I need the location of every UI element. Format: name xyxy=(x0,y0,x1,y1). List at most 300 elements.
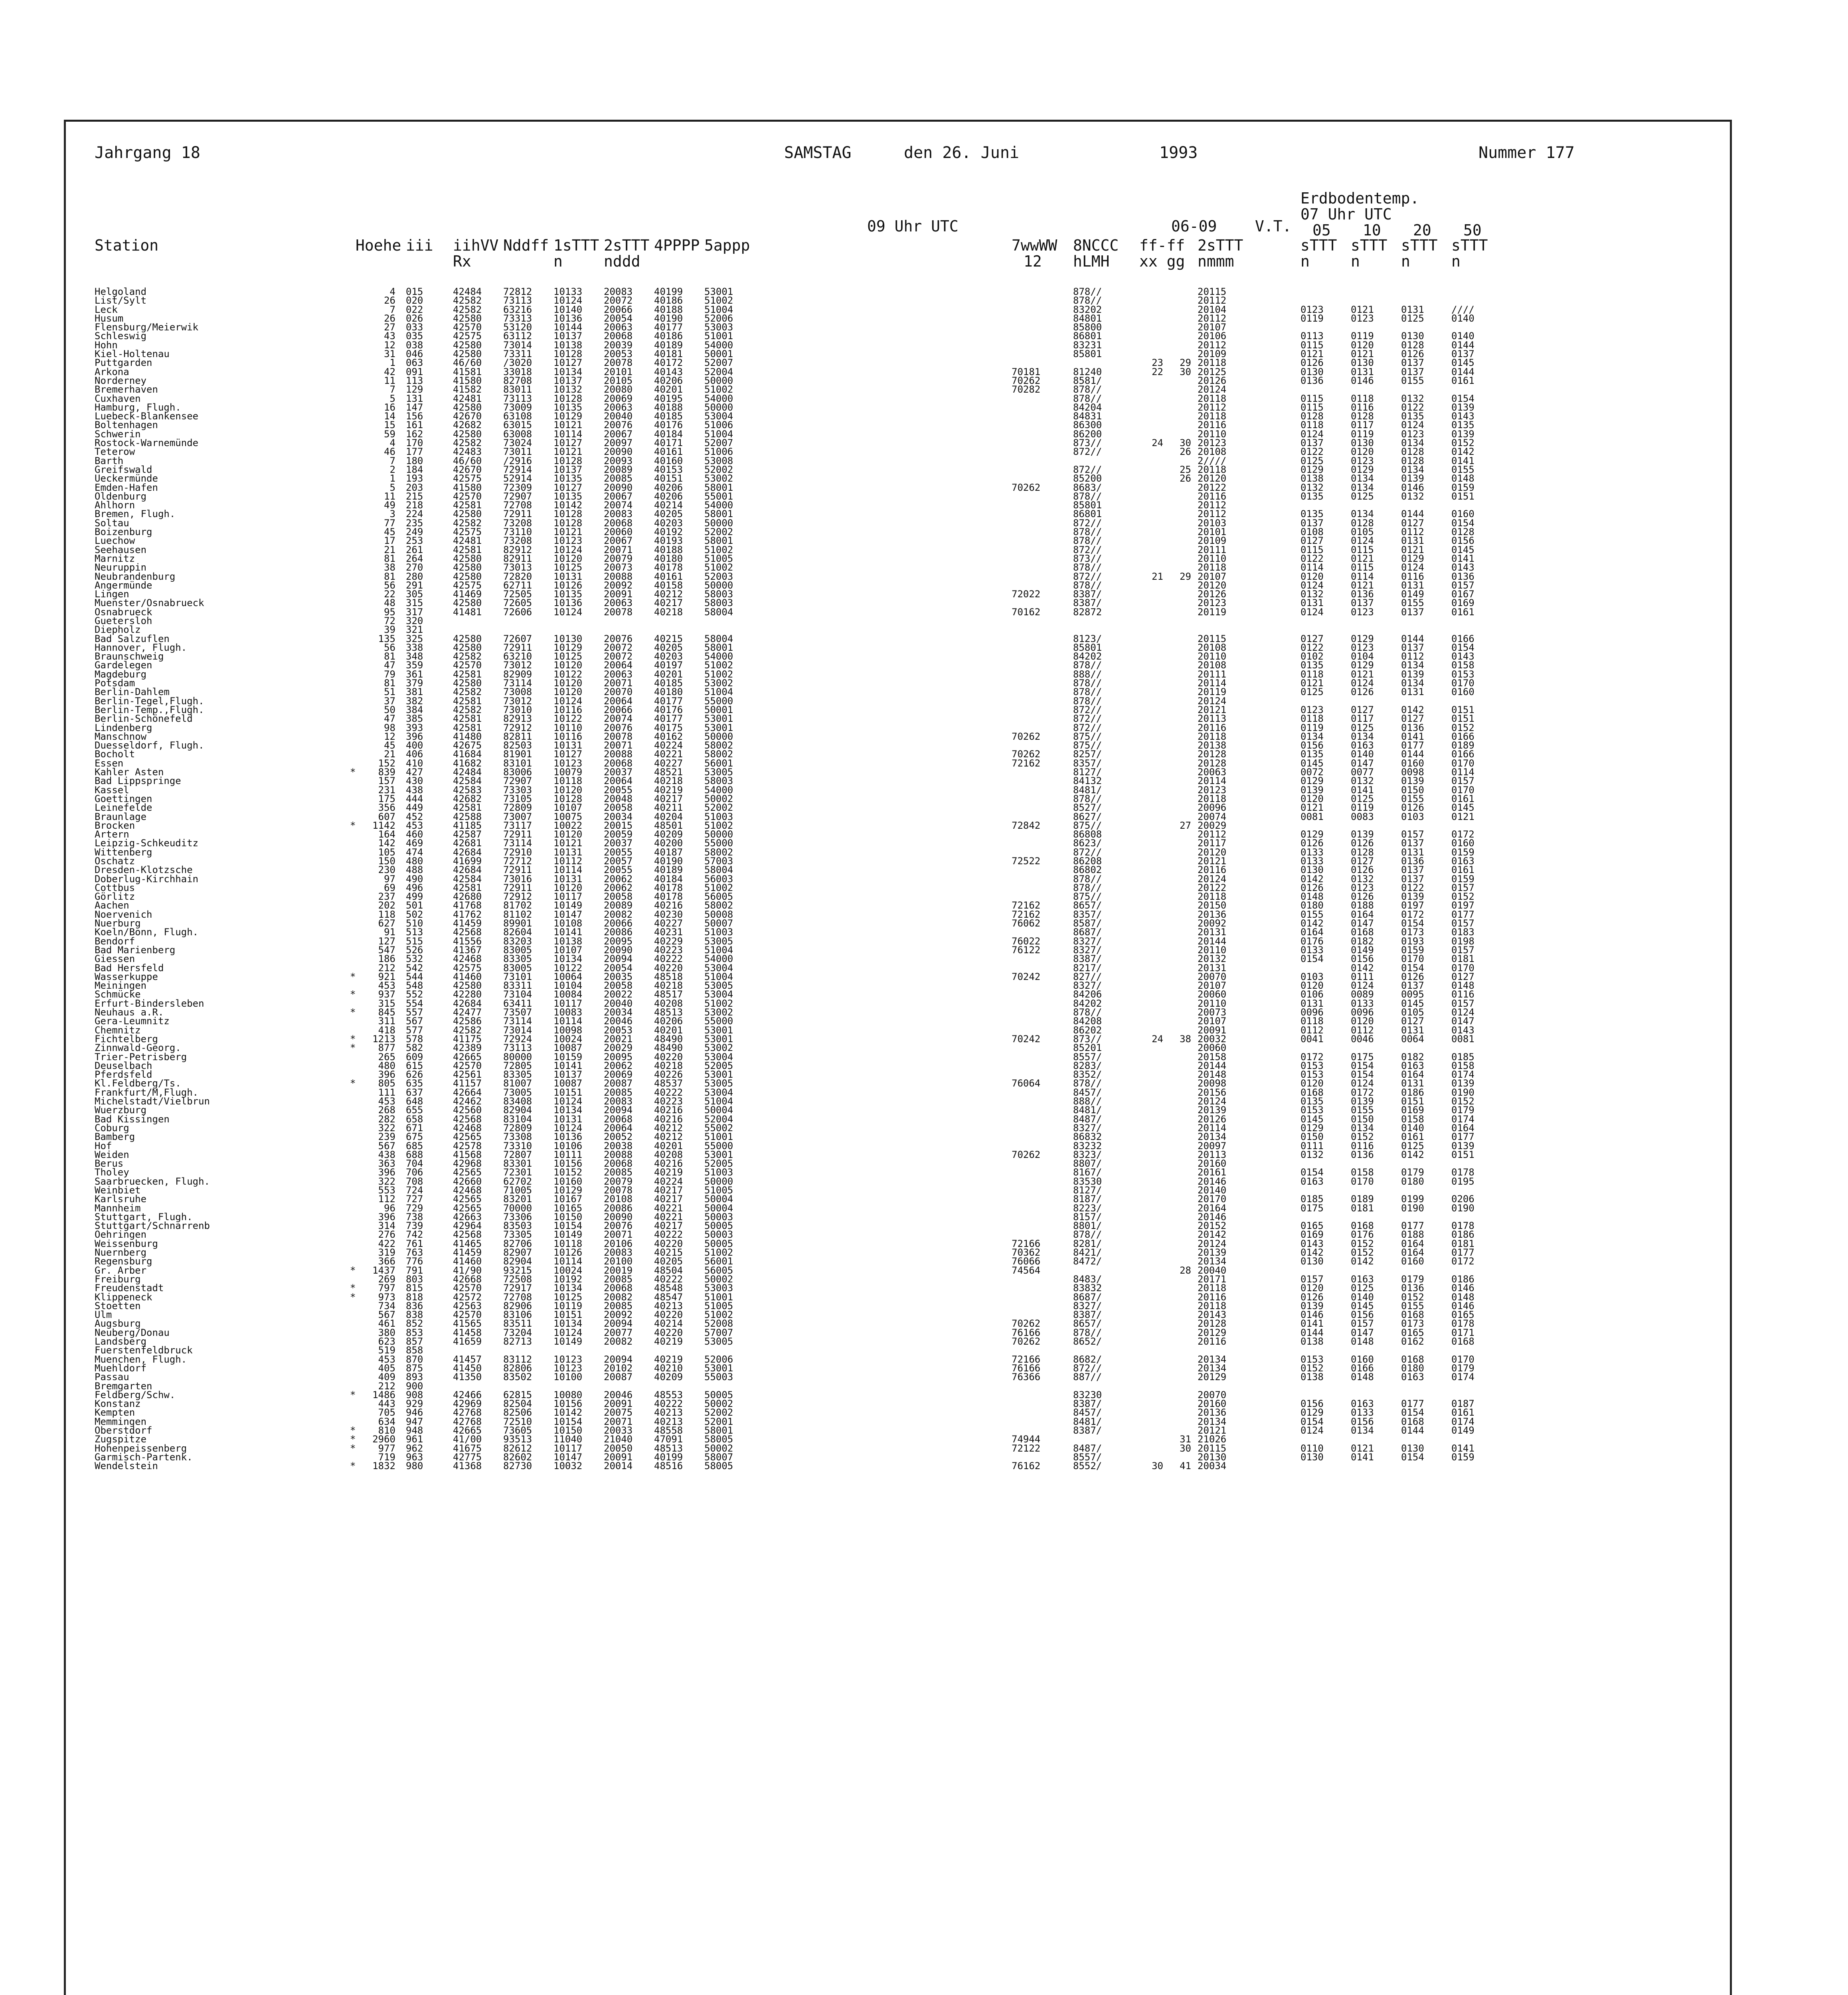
appp5: 53004 xyxy=(704,1051,733,1063)
soil-50: 0177 xyxy=(1451,909,1474,920)
nccc8: 86801 xyxy=(1073,508,1102,520)
iihvv: 41/00 xyxy=(453,1434,482,1445)
soil-05: 0142 xyxy=(1301,1247,1324,1258)
nccc8: 8682/ xyxy=(1073,1353,1102,1365)
pppp4: 40205 xyxy=(654,508,683,520)
soil-50: 0178 xyxy=(1451,1167,1474,1178)
nddff: 73303 xyxy=(503,784,532,796)
nccc8: 8283/ xyxy=(1073,1060,1102,1071)
iihvv: 42580 xyxy=(453,401,482,413)
soil-20: 0137 xyxy=(1401,838,1424,849)
appp5: 53001 xyxy=(704,713,733,725)
soil-05: 0121 xyxy=(1301,348,1324,360)
t1sttt: 10106 xyxy=(553,1140,583,1152)
soil-05: 0135 xyxy=(1301,660,1324,671)
appp5: 51002 xyxy=(704,668,733,680)
tt-vt: 20118 xyxy=(1198,1282,1227,1294)
t2sttt: 20092 xyxy=(604,579,633,591)
soil-50: 0139 xyxy=(1451,401,1474,413)
appp5: 51002 xyxy=(704,820,733,831)
iihvv: 41659 xyxy=(453,1336,482,1347)
nddff: 82604 xyxy=(503,926,532,938)
table-row xyxy=(66,714,1730,723)
column-headers xyxy=(66,190,1730,289)
soil-05: 0126 xyxy=(1301,1291,1324,1303)
table-row xyxy=(66,581,1730,590)
soil-05: 0120 xyxy=(1301,1078,1324,1089)
tt-vt: 20106 xyxy=(1198,330,1227,342)
t2sttt: 20108 xyxy=(604,1193,633,1205)
iii: 501 xyxy=(406,900,423,911)
col-sttt-05: sTTT xyxy=(1301,237,1337,254)
soil-20: 0180 xyxy=(1401,1175,1424,1187)
tt-vt: 20029 xyxy=(1198,820,1227,831)
soil-10: 0118 xyxy=(1351,393,1374,404)
nddff: 83106 xyxy=(503,1309,532,1321)
tt-vt: 20101 xyxy=(1198,526,1227,538)
soil-05: 0130 xyxy=(1301,864,1324,876)
iii: 626 xyxy=(406,1069,423,1080)
t1sttt: 10107 xyxy=(553,802,583,814)
t2sttt: 20090 xyxy=(604,446,633,458)
t2sttt: 20083 xyxy=(604,1096,633,1107)
station-name: Braunschweig xyxy=(95,651,164,662)
table-row xyxy=(66,705,1730,714)
hoehe: 56 xyxy=(384,579,395,591)
soil-20: 0135 xyxy=(1401,411,1424,422)
iihvv: 42581 xyxy=(453,882,482,893)
tt-vt: 20074 xyxy=(1198,811,1227,822)
pppp4: 40177 xyxy=(654,713,683,725)
table-row xyxy=(66,1382,1730,1391)
nccc8: 878// xyxy=(1073,1229,1102,1240)
soil-20: 0126 xyxy=(1401,348,1424,360)
soil-20: 0154 xyxy=(1401,1451,1424,1463)
iii: 688 xyxy=(406,1149,423,1160)
soil-10: 0160 xyxy=(1351,1353,1374,1365)
iii: 852 xyxy=(406,1318,423,1329)
soil-05: 0132 xyxy=(1301,482,1324,493)
hoehe: 418 xyxy=(378,1024,395,1036)
nddff: 63411 xyxy=(503,998,532,1009)
soil-05: 0152 xyxy=(1301,1362,1324,1374)
t1sttt: 10154 xyxy=(553,1220,583,1232)
nddff: 63210 xyxy=(503,651,532,662)
soil-05: 0146 xyxy=(1301,1309,1324,1321)
t1sttt: 10135 xyxy=(553,473,583,484)
tt-vt: 20118 xyxy=(1198,731,1227,742)
pppp4: 40205 xyxy=(654,642,683,653)
pppp4: 40197 xyxy=(654,660,683,671)
appp5: 53004 xyxy=(704,1086,733,1098)
nccc8: 84132 xyxy=(1073,775,1102,787)
nccc8: 8552/ xyxy=(1073,1460,1102,1472)
ff-gust: 38 xyxy=(1180,1033,1191,1045)
hoehe: 47 xyxy=(384,660,395,671)
table-row xyxy=(66,652,1730,661)
soil-05: 0120 xyxy=(1301,571,1324,582)
soil-10: 0134 xyxy=(1351,1122,1374,1134)
wwww7: 72122 xyxy=(1012,1442,1041,1454)
hoehe: 519 xyxy=(378,1345,395,1356)
table-row xyxy=(66,786,1730,794)
station-name: Wuerzburg xyxy=(95,1104,147,1116)
soil-50: 0166 xyxy=(1451,731,1474,742)
soil-10: 0130 xyxy=(1351,437,1374,449)
soil-50: 0189 xyxy=(1451,740,1474,751)
table-row xyxy=(66,634,1730,643)
iii: 317 xyxy=(406,606,423,618)
tt-vt: 20117 xyxy=(1198,838,1227,849)
t1sttt: 10129 xyxy=(553,642,583,653)
soil-20: 0131 xyxy=(1401,686,1424,698)
tt-vt: 20132 xyxy=(1198,953,1227,965)
station-name: Arkona xyxy=(95,366,129,377)
hoehe: 2 xyxy=(389,464,395,475)
wwww7: 70162 xyxy=(1012,606,1041,618)
station-name: Görlitz xyxy=(95,891,135,903)
soil-05: 0081 xyxy=(1301,811,1324,822)
soil-05: 0125 xyxy=(1301,455,1324,466)
nccc8: 8807/ xyxy=(1073,1158,1102,1169)
tt-vt: 20104 xyxy=(1198,304,1227,315)
soil-10: 0128 xyxy=(1351,411,1374,422)
table-row xyxy=(66,1079,1730,1088)
t1sttt: 10152 xyxy=(553,1167,583,1178)
iii: 325 xyxy=(406,633,423,644)
t2sttt: 20063 xyxy=(604,401,633,413)
soil-05: 0154 xyxy=(1301,1167,1324,1178)
table-row xyxy=(66,1177,1730,1186)
appp5: 58004 xyxy=(704,864,733,876)
iihvv: 42581 xyxy=(453,500,482,511)
pppp4: 48521 xyxy=(654,766,683,778)
t1sttt: 10124 xyxy=(553,1327,583,1338)
t1sttt: 10131 xyxy=(553,1113,583,1125)
iii: 253 xyxy=(406,535,423,547)
hoehe: 45 xyxy=(384,740,395,751)
soil-05: 0156 xyxy=(1301,1398,1324,1410)
hoehe: 366 xyxy=(378,1256,395,1267)
tt-vt: 20107 xyxy=(1198,571,1227,582)
soil-05: 0148 xyxy=(1301,891,1324,903)
appp5: 58001 xyxy=(704,508,733,520)
col-8nccc: 8NCCC xyxy=(1073,237,1119,254)
t1sttt: 10114 xyxy=(553,1256,583,1267)
pppp4: 40178 xyxy=(654,562,683,573)
iihvv: 42580 xyxy=(453,642,482,653)
t2sttt: 20055 xyxy=(604,846,633,858)
iihvv: 42660 xyxy=(453,1175,482,1187)
wwww7: 70262 xyxy=(1012,1336,1041,1347)
iii: 261 xyxy=(406,544,423,555)
soil-50: 0170 xyxy=(1451,784,1474,796)
nddff: 53120 xyxy=(503,322,532,333)
iii: 870 xyxy=(406,1353,423,1365)
hoehe: 95 xyxy=(384,606,395,618)
station-name: Lindenberg xyxy=(95,722,152,733)
iii: 980 xyxy=(406,1460,423,1472)
iii: 291 xyxy=(406,579,423,591)
mountain-marker: * xyxy=(350,1007,356,1018)
t2sttt: 20068 xyxy=(604,330,633,342)
soil-10: 0156 xyxy=(1351,1416,1374,1427)
pppp4: 40221 xyxy=(654,1211,683,1223)
tt-vt: 20108 xyxy=(1198,660,1227,671)
soil-10: 0096 xyxy=(1351,1007,1374,1018)
pppp4: 40224 xyxy=(654,740,683,751)
iii: 038 xyxy=(406,339,423,351)
mountain-marker: * xyxy=(350,1078,356,1089)
t2sttt: 20068 xyxy=(604,1113,633,1125)
nddff: 82730 xyxy=(503,1460,532,1472)
nccc8: 86200 xyxy=(1073,428,1102,440)
table-row xyxy=(66,554,1730,563)
soil-20: 0146 xyxy=(1401,482,1424,493)
tt-vt: 20161 xyxy=(1198,1167,1227,1178)
nddff: 72605 xyxy=(503,597,532,609)
soil-10: 0077 xyxy=(1351,766,1374,778)
pppp4: 40209 xyxy=(654,1371,683,1383)
t1sttt: 10124 xyxy=(553,544,583,555)
nddff: 73110 xyxy=(503,526,532,538)
nddff: 83104 xyxy=(503,1113,532,1125)
station-name: Gera-Leumnitz xyxy=(95,1015,170,1027)
nddff: 72911 xyxy=(503,882,532,893)
nccc8: 8187/ xyxy=(1073,1193,1102,1205)
soil-05: 0132 xyxy=(1301,1149,1324,1160)
station-name: Magdeburg xyxy=(95,668,147,680)
wwww7: 70262 xyxy=(1012,1149,1041,1160)
appp5: 51003 xyxy=(704,811,733,822)
nddff: 72809 xyxy=(503,802,532,814)
soil-10: 0126 xyxy=(1351,838,1374,849)
tt-vt: 2//// xyxy=(1198,455,1227,466)
iii: 815 xyxy=(406,1282,423,1294)
iii: 249 xyxy=(406,526,423,538)
soil-05: 0154 xyxy=(1301,953,1324,965)
station-name: Hof xyxy=(95,1140,112,1152)
soil-50: 0197 xyxy=(1451,900,1474,911)
iihvv: 42570 xyxy=(453,322,482,333)
iihvv: 42389 xyxy=(453,1042,482,1054)
t2sttt: 20085 xyxy=(604,1167,633,1178)
hoehe: 405 xyxy=(378,1362,395,1374)
nccc8: 8352/ xyxy=(1073,1069,1102,1080)
pppp4: 40208 xyxy=(654,998,683,1009)
soil-10: 0126 xyxy=(1351,686,1374,698)
nccc8: 8481/ xyxy=(1073,1416,1102,1427)
table-row xyxy=(66,1408,1730,1417)
iii: 708 xyxy=(406,1175,423,1187)
nccc8: 878// xyxy=(1073,295,1102,306)
station-name: Weiden xyxy=(95,1149,129,1160)
iihvv: 41457 xyxy=(453,1353,482,1365)
hoehe: 127 xyxy=(378,935,395,947)
t2sttt: 20079 xyxy=(604,553,633,564)
col-ffff: ff-ff xyxy=(1139,237,1185,254)
issue-number: Nummer 177 xyxy=(1478,144,1575,162)
tt-vt: 20116 xyxy=(1198,490,1227,502)
station-name: Ahlhorn xyxy=(95,500,135,511)
ff-max: 23 xyxy=(1152,357,1163,369)
col-iihvv: iihVV xyxy=(453,237,499,254)
tt-vt: 20128 xyxy=(1198,757,1227,769)
t1sttt: 10167 xyxy=(553,1193,583,1205)
nddff: 73311 xyxy=(503,348,532,360)
nddff: 82906 xyxy=(503,1300,532,1312)
iii: 393 xyxy=(406,722,423,733)
soil-05: 0121 xyxy=(1301,802,1324,814)
appp5: 53001 xyxy=(704,286,733,297)
appp5: 52005 xyxy=(704,1158,733,1169)
t1sttt: 10075 xyxy=(553,811,583,822)
hoehe: 1 xyxy=(389,357,395,369)
iihvv: 42468 xyxy=(453,1122,482,1134)
nccc8: 872// xyxy=(1073,846,1102,858)
soil-05: 0118 xyxy=(1301,668,1324,680)
soil-05: 0122 xyxy=(1301,553,1324,564)
iihvv: 41459 xyxy=(453,1247,482,1258)
nccc8: 84208 xyxy=(1073,1015,1102,1027)
t1sttt: 10121 xyxy=(553,838,583,849)
appp5: 51005 xyxy=(704,1184,733,1196)
table-row xyxy=(66,474,1730,483)
iihvv: 42681 xyxy=(453,838,482,849)
station-name: Augsburg xyxy=(95,1318,141,1329)
table-row xyxy=(66,1328,1730,1337)
table-row xyxy=(66,1337,1730,1346)
iii: 338 xyxy=(406,642,423,653)
t1sttt: 10156 xyxy=(553,1398,583,1410)
pppp4: 40206 xyxy=(654,482,683,493)
appp5: 50005 xyxy=(704,1238,733,1249)
soil-05: 0114 xyxy=(1301,562,1324,573)
iii: 184 xyxy=(406,464,423,475)
nddff: 73009 xyxy=(503,401,532,413)
pppp4: 40158 xyxy=(654,579,683,591)
soil-20: 0132 xyxy=(1401,393,1424,404)
appp5: 57003 xyxy=(704,855,733,867)
pppp4: 40184 xyxy=(654,428,683,440)
station-name: Flensburg/Meierwik xyxy=(95,322,199,333)
soil-10: 0121 xyxy=(1351,348,1374,360)
iihvv: 42570 xyxy=(453,1060,482,1071)
t2sttt: 20105 xyxy=(604,375,633,386)
t2sttt: 20069 xyxy=(604,1069,633,1080)
soil-10: 0134 xyxy=(1351,731,1374,742)
ff-max: 24 xyxy=(1152,1033,1163,1045)
ff-gust: 31 xyxy=(1180,1434,1191,1445)
nccc8: 8357/ xyxy=(1073,757,1102,769)
soil-20: 0123 xyxy=(1401,428,1424,440)
soil-50: 0143 xyxy=(1451,562,1474,573)
iii: 264 xyxy=(406,553,423,564)
iihvv: 42575 xyxy=(453,526,482,538)
nccc8: 8687/ xyxy=(1073,1291,1102,1303)
hoehe: 1213 xyxy=(372,1033,395,1045)
table-row xyxy=(66,1239,1730,1248)
soil-10: 0139 xyxy=(1351,829,1374,840)
soil-10: 0134 xyxy=(1351,473,1374,484)
iihvv: 42664 xyxy=(453,1086,482,1098)
wwww7: 76366 xyxy=(1012,1371,1041,1383)
soil-50: 0142 xyxy=(1451,446,1474,458)
station-name: Zinnwald-Georg. xyxy=(95,1042,181,1054)
soil-10: 0147 xyxy=(1351,1327,1374,1338)
soil-05: 0139 xyxy=(1301,1300,1324,1312)
t2sttt: 20095 xyxy=(604,935,633,947)
iii: 020 xyxy=(406,295,423,306)
table-row xyxy=(66,776,1730,785)
soil-20: 0136 xyxy=(1401,855,1424,867)
col-4pppp: 4PPPP xyxy=(654,237,700,254)
t2sttt: 20067 xyxy=(604,490,633,502)
pppp4: 40212 xyxy=(654,589,683,600)
pppp4: 40189 xyxy=(654,339,683,351)
station-name: Hamburg, Flugh. xyxy=(95,401,181,413)
t2sttt: 20094 xyxy=(604,1318,633,1329)
station-name: Boizenburg xyxy=(95,526,152,538)
tt-vt: 21026 xyxy=(1198,1434,1227,1445)
hoehe: 453 xyxy=(378,980,395,992)
appp5: 57007 xyxy=(704,1327,733,1338)
station-name: Bad Salzuflen xyxy=(95,633,170,644)
soil-05: 0135 xyxy=(1301,1096,1324,1107)
ff-gust: 29 xyxy=(1180,357,1191,369)
table-row xyxy=(66,1391,1730,1399)
nddff: 73012 xyxy=(503,660,532,671)
wwww7: 76166 xyxy=(1012,1362,1041,1374)
soil-50: 0206 xyxy=(1451,1193,1474,1205)
soil-05: 0139 xyxy=(1301,784,1324,796)
iii: 648 xyxy=(406,1096,423,1107)
appp5: 54000 xyxy=(704,500,733,511)
iii: 761 xyxy=(406,1238,423,1249)
table-row xyxy=(66,1221,1730,1230)
iii: 193 xyxy=(406,473,423,484)
station-name: Hannover, Flugh. xyxy=(95,642,187,653)
hoehe: 553 xyxy=(378,1184,395,1196)
soil-50: //// xyxy=(1451,304,1474,315)
soil-10: 0105 xyxy=(1351,526,1374,538)
table-row xyxy=(66,972,1730,981)
iihvv: 42775 xyxy=(453,1451,482,1463)
nccc8: 82872 xyxy=(1073,606,1102,618)
appp5: 58005 xyxy=(704,1434,733,1445)
table-row xyxy=(66,421,1730,429)
appp5: 50004 xyxy=(704,1104,733,1116)
t1sttt: 10134 xyxy=(553,1104,583,1116)
col-7wwww-sub: 12 xyxy=(1024,253,1042,270)
nddff: 81007 xyxy=(503,1078,532,1089)
t2sttt: 20072 xyxy=(604,651,633,662)
wwww7: 72162 xyxy=(1012,909,1041,920)
tt-vt: 20121 xyxy=(1198,704,1227,715)
soil-20: 0199 xyxy=(1401,1193,1424,1205)
table-row xyxy=(66,697,1730,705)
soil-10: 0129 xyxy=(1351,633,1374,644)
soil-05: 0154 xyxy=(1301,1416,1324,1427)
hoehe: 26 xyxy=(384,312,395,324)
hoehe: 17 xyxy=(384,535,395,547)
wwww7: 70262 xyxy=(1012,1318,1041,1329)
soil-10: 0120 xyxy=(1351,446,1374,458)
nddff: 72820 xyxy=(503,571,532,582)
ff-gust: 30 xyxy=(1180,366,1191,377)
soil-05: 0129 xyxy=(1301,1122,1324,1134)
soil-50: 0143 xyxy=(1451,411,1474,422)
